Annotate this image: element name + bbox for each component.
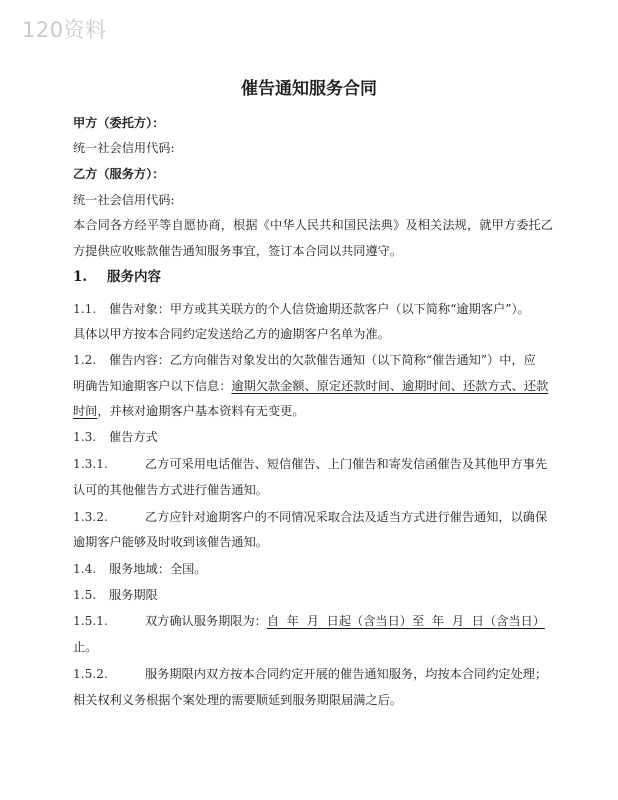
clause-1-5-text: 服务期限 bbox=[109, 588, 158, 602]
party-b-credit-code: 统一社会信用代码: bbox=[73, 193, 175, 207]
clause-1-2-line-1 bbox=[73, 352, 553, 368]
clause-1-2-line-2-pre: 明确告知逾期客户以下信息： bbox=[73, 379, 232, 393]
clause-1-5-1-number: 1.5.1. bbox=[73, 614, 108, 628]
clause-1-5-2-line-1 bbox=[73, 666, 553, 682]
clause-1-1-text: 催告对象：甲方或其关联方的个人信贷逾期还款客户（以下简称“逾期客户”）。 bbox=[109, 302, 530, 316]
clause-1-5-1-line-2: 止。 bbox=[73, 640, 98, 654]
preamble-line-2: 方提供应收账款催告通知服务事宜，签订本合同以共同遵守。 bbox=[73, 244, 403, 258]
clause-1-1-number: 1.1. bbox=[73, 302, 97, 316]
clause-1-3-1-number: 1.3.1. bbox=[73, 457, 108, 471]
clause-1-5-2-line-2: 相关权利义务根据个案处理的需要顺延到服务期限届满之后。 bbox=[73, 693, 403, 707]
clause-1-3-2-number: 1.3.2. bbox=[73, 510, 108, 524]
clause-1-2-line-3 bbox=[73, 403, 553, 419]
clause-1-3-text: 催告方式 bbox=[109, 430, 158, 444]
clause-1-3-number: 1.3. bbox=[73, 430, 97, 444]
clause-1-2-underlined-items: 逾期欠款金额、原定还款时间、逾期时间、还款方式、还款 bbox=[231, 379, 549, 393]
clause-1-5-2-text: 服务期限内双方按本合同约定开展的催告通知服务，均按本合同约定处理； bbox=[145, 667, 548, 681]
clause-1-3-2-text: 乙方应针对逾期客户的不同情况采取合法及适当方式进行催告通知，以确保 bbox=[145, 510, 548, 524]
clause-1-2-line-3-post: ，并核对逾期客户基本资料有无变更。 bbox=[97, 404, 305, 418]
clause-1-5 bbox=[73, 587, 553, 603]
clause-1-2-text: 催告内容：乙方向催告对象发出的欠款催告通知（以下简称“催告通知”）中，应 bbox=[109, 353, 536, 367]
clause-1-3-1-text: 乙方可采用电话催告、短信催告、上门催告和寄发信函催告及其他甲方事先 bbox=[145, 457, 548, 471]
clause-1-2-number: 1.2. bbox=[73, 353, 97, 367]
clause-1-5-2-number: 1.5.2. bbox=[73, 667, 108, 681]
watermark: 120资料 bbox=[22, 18, 107, 42]
clause-1-4-text: 服务地域：全国。 bbox=[109, 562, 207, 576]
section-1-title: 服务内容 bbox=[107, 269, 161, 285]
clause-1-5-1-line-1 bbox=[73, 613, 553, 629]
clause-1-5-1-pre: 双方确认服务期限为： bbox=[145, 614, 267, 628]
party-b-label: 乙方（服务方）： bbox=[73, 167, 165, 181]
clause-1-3-2-line-1 bbox=[73, 509, 553, 525]
clause-1-4 bbox=[73, 561, 553, 577]
section-1-number: 1. bbox=[73, 269, 88, 285]
party-a-label: 甲方（委托方）： bbox=[73, 116, 165, 130]
clause-1-4-number: 1.4. bbox=[73, 562, 97, 576]
section-1-heading bbox=[73, 269, 553, 285]
party-a-credit-code: 统一社会信用代码: bbox=[73, 141, 175, 155]
clause-1-3-1-line-2: 认可的其他催告方式进行催告通知。 bbox=[73, 483, 268, 497]
clause-1-5-number: 1.5. bbox=[73, 588, 97, 602]
clause-1-5-1-term-dates: 自 年 月 日起（含当日）至 年 月 日（含当日） bbox=[266, 614, 545, 628]
clause-1-3-1-line-1 bbox=[73, 456, 553, 472]
document-title: 催告通知服务合同 bbox=[241, 79, 377, 99]
preamble-line-1: 本合同各方经平等自愿协商，根据《中华人民共和国民法典》及相关法规，就甲方委托乙 bbox=[73, 218, 553, 232]
clause-1-3-2-line-2: 逾期客户能够及时收到该催告通知。 bbox=[73, 535, 268, 549]
clause-1-2-line-2 bbox=[73, 378, 553, 394]
clause-1-1-line-1 bbox=[73, 301, 553, 317]
clause-1-2-underlined-time: 时间 bbox=[73, 404, 98, 418]
clause-1-3 bbox=[73, 429, 553, 445]
clause-1-1-line-2: 具体以甲方按本合同约定发送给乙方的逾期客户名单为准。 bbox=[73, 327, 390, 341]
